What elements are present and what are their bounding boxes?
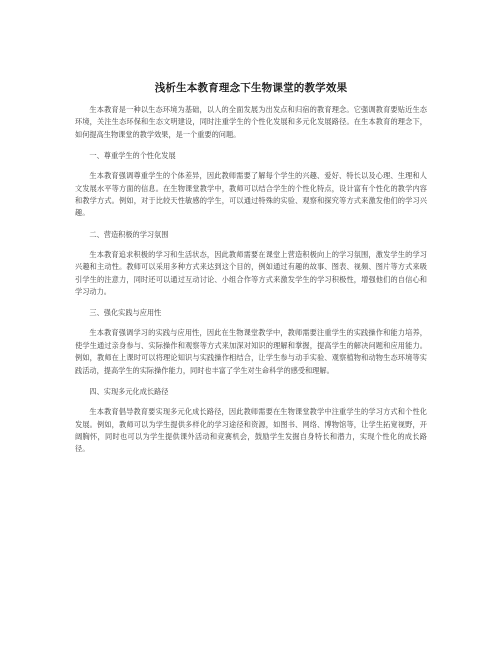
section-heading: 一、尊重学生的个性化发展 xyxy=(89,151,176,161)
section-heading: 二、营造积极的学习氛围 xyxy=(89,229,169,239)
section-4 xyxy=(75,386,427,456)
section-heading: 三、强化实践与应用性 xyxy=(89,308,162,318)
section-3 xyxy=(75,307,427,377)
document-title: 浅析生本教育理念下生物课堂的教学效果 xyxy=(154,82,348,94)
document-body xyxy=(75,104,427,456)
section-paragraph: 生本教育倡导教育要实现多元化成长路径，因此教师需要在生物课堂教学中注重学生的学习方式和个性化发展。例如，教师可以为学生提供多样化的学习途径和资源，如图书、网络、博物馆等，让学生拓宽视野，开阔胸怀，同时也可以为学生提供课外活动和竞赛机会，鼓励学生发掘自身特长和潜力，实现个性化的成长路径。 xyxy=(75,407,427,454)
section-2 xyxy=(75,229,427,299)
intro-paragraph: 生本教育是一种以生态环境为基础，以人的全面发展为出发点和归宿的教育理念。它强调教育要贴近生态环境，关注生态环保和生态文明建设，同时注重学生的个性化发展和多元化发展路径。在生本教育的理念下，如何提高生物课堂的教学效果，是一个重要的问题。 xyxy=(75,105,427,139)
section-paragraph: 生本教育强调学习的实践与应用性，因此在生物课堂教学中，教师需要注重学生的实践操作和能力培养，使学生通过亲身参与、实际操作和观察等方式来加深对知识的理解和掌握，提高学生的解决问题和应用能力。例如，教师在上课时可以将理论知识与实践操作相结合，让学生参与动手实验、观察植物和动物生态环境等实践活动，提高学生的实际操作能力，同时也丰富了学生对生命科学的感受和理解。 xyxy=(75,328,427,375)
section-1 xyxy=(75,150,427,220)
section-heading: 四、实现多元化成长路径 xyxy=(89,387,169,397)
section-paragraph: 生本教育强调尊重学生的个体差异，因此教师需要了解每个学生的兴趣、爱好、特长以及心理、生理和人文发展水平等方面的信息。在生物课堂教学中，教师可以结合学生的个性化特点，设计富有个性化的教学内容和教学方式。例如，对于比较天性敏感的学生，可以通过特殊的实验、观察和探究等方式来激发他们的学习兴趣。 xyxy=(75,171,427,218)
section-paragraph: 生本教育追求积极的学习和生活状态，因此教师需要在课堂上营造积极向上的学习氛围，激发学生的学习兴趣和主动性。教师可以采用多种方式来达到这个目的，例如通过有趣的故事、图表、视频、图片等方式来吸引学生的注意力，同时还可以通过互动讨论、小组合作等方式来激发学生的学习积极性，增强他们的自信心和学习动力。 xyxy=(75,249,427,297)
